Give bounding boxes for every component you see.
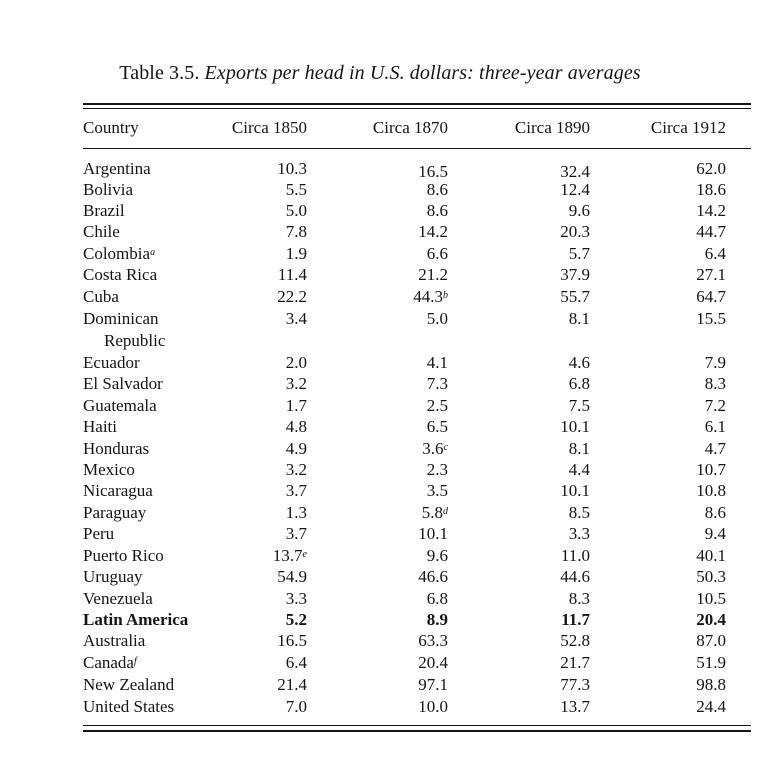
value-text: 27.1	[696, 265, 726, 284]
footnote-marker: f	[133, 656, 137, 667]
value-text: 97.1	[418, 675, 448, 694]
value-cell	[217, 610, 307, 630]
value-text: 6.1	[704, 417, 726, 436]
value-cell	[636, 481, 726, 501]
country-cell	[83, 610, 188, 630]
value-text: 14.2	[418, 222, 448, 241]
value-cell	[636, 460, 726, 480]
country-cell	[83, 222, 120, 242]
value-text: 87.0	[696, 631, 726, 650]
value-cell	[217, 697, 307, 717]
value-cell	[217, 265, 307, 285]
value-text: 9.6	[568, 201, 590, 220]
value-text: 3.3	[568, 524, 590, 543]
header-circa-1870: Circa 1870	[372, 118, 448, 137]
value-text: 4.1	[426, 353, 448, 372]
value-cell	[500, 417, 590, 437]
value-text: 8.9	[426, 610, 448, 629]
value-cell	[500, 222, 590, 242]
country-cell	[83, 481, 153, 501]
value-text: 6.4	[285, 653, 307, 672]
value-text: 3.6	[422, 439, 444, 458]
value-cell	[636, 546, 726, 566]
footnote-marker: e	[302, 549, 307, 560]
value-text: 5.7	[568, 244, 590, 263]
table-caption: Exports per head in U.S. dollars: three-year averages	[204, 62, 641, 84]
value-cell	[358, 546, 448, 566]
value-cell	[358, 162, 448, 182]
value-text: 4.9	[285, 439, 307, 458]
value-cell	[217, 524, 307, 544]
value-text: 8.3	[568, 589, 590, 608]
country-cell	[83, 503, 146, 523]
value-cell	[636, 567, 726, 587]
value-text: 44.6	[560, 567, 590, 586]
value-cell	[636, 159, 726, 179]
value-cell	[500, 396, 590, 416]
value-text: 3.3	[285, 589, 307, 608]
value-cell	[500, 309, 590, 329]
top-rule	[83, 103, 751, 105]
value-text: 21.4	[277, 675, 307, 694]
bottom-rule-inner	[83, 725, 751, 726]
value-cell	[358, 353, 448, 373]
value-cell	[358, 287, 448, 307]
value-text: 7.2	[704, 396, 726, 415]
value-cell	[217, 653, 307, 673]
country-cell	[83, 439, 149, 459]
country-cell	[83, 697, 174, 717]
value-cell	[636, 396, 726, 416]
country-cell	[83, 396, 157, 416]
value-cell	[500, 244, 590, 264]
value-cell	[500, 653, 590, 673]
country-name: Canada	[83, 653, 134, 672]
value-cell	[500, 353, 590, 373]
value-cell	[636, 610, 726, 630]
value-cell	[217, 675, 307, 695]
value-cell	[358, 244, 448, 264]
value-cell	[358, 589, 448, 609]
country-name: Paraguay	[83, 503, 147, 522]
value-text: 52.8	[560, 631, 590, 650]
value-text: 8.5	[568, 503, 590, 522]
value-cell	[358, 417, 448, 437]
value-text: 3.7	[285, 524, 307, 543]
value-cell	[636, 222, 726, 242]
country-cell	[83, 353, 140, 373]
value-cell	[500, 524, 590, 544]
country-name: Ecuador	[83, 353, 140, 372]
value-cell	[636, 353, 726, 373]
footnote-marker: c	[443, 442, 448, 453]
country-name: Peru	[83, 524, 115, 543]
value-cell	[217, 460, 307, 480]
value-cell	[358, 524, 448, 544]
value-text: 8.1	[568, 309, 590, 328]
value-text: 40.1	[696, 546, 726, 565]
value-text: 4.7	[704, 439, 726, 458]
country-cell	[83, 244, 155, 264]
header-circa-1912: Circa 1912	[650, 118, 726, 137]
value-text: 7.0	[285, 697, 307, 716]
value-cell	[500, 589, 590, 609]
value-text: 77.3	[560, 675, 590, 694]
country-cell	[83, 201, 125, 221]
value-cell	[500, 374, 590, 394]
country-cell	[83, 287, 119, 307]
country-cell	[83, 653, 137, 673]
country-cell	[83, 631, 145, 651]
value-cell	[217, 396, 307, 416]
value-text: 16.5	[277, 631, 307, 650]
value-cell	[358, 222, 448, 242]
value-cell	[500, 201, 590, 221]
footnote-marker: d	[443, 506, 448, 517]
footnote-marker: b	[443, 290, 448, 301]
value-cell	[217, 201, 307, 221]
value-cell	[217, 244, 307, 264]
value-text: 20.3	[560, 222, 590, 241]
country-cell	[83, 159, 151, 179]
value-text: 10.1	[560, 417, 590, 436]
country-name-continued: Republic	[104, 331, 166, 350]
header-rule	[83, 148, 751, 149]
value-cell	[358, 567, 448, 587]
value-text: 11.0	[560, 546, 590, 565]
value-text: 6.8	[426, 589, 448, 608]
value-text: 7.8	[285, 222, 307, 241]
value-cell	[636, 417, 726, 437]
value-text: 4.4	[568, 460, 590, 479]
country-name: Chile	[83, 222, 120, 241]
value-cell	[217, 481, 307, 501]
value-text: 10.0	[418, 697, 448, 716]
value-cell	[500, 503, 590, 523]
value-text: 1.7	[285, 396, 307, 415]
value-text: 18.6	[696, 180, 726, 199]
value-text: 3.7	[285, 481, 307, 500]
value-text: 3.2	[285, 374, 307, 393]
value-text: 2.0	[285, 353, 307, 372]
value-cell	[217, 180, 307, 200]
country-cell	[83, 417, 117, 437]
value-text: 6.6	[426, 244, 448, 263]
value-text: 11.4	[277, 265, 307, 284]
value-text: 2.5	[426, 396, 448, 415]
value-cell	[358, 396, 448, 416]
value-text: 32.4	[560, 162, 590, 181]
country-cell	[83, 589, 153, 609]
value-text: 10.7	[696, 460, 726, 479]
value-cell	[217, 159, 307, 179]
value-text: 22.2	[277, 287, 307, 306]
country-cell	[83, 675, 174, 695]
country-name: Latin America	[83, 610, 189, 629]
value-cell	[636, 201, 726, 221]
value-cell	[217, 546, 307, 566]
value-cell	[358, 675, 448, 695]
value-cell	[636, 180, 726, 200]
value-text: 13.7	[272, 546, 303, 565]
value-cell	[636, 287, 726, 307]
value-text: 16.5	[418, 162, 448, 181]
value-cell	[217, 309, 307, 329]
value-text: 10.3	[277, 159, 307, 178]
value-cell	[217, 631, 307, 651]
value-text: 8.6	[426, 201, 448, 220]
value-text: 5.0	[285, 201, 307, 220]
value-cell	[500, 265, 590, 285]
value-text: 46.6	[418, 567, 448, 586]
value-cell	[217, 222, 307, 242]
value-cell	[500, 162, 590, 182]
value-cell	[358, 503, 448, 523]
country-name: Dominican	[83, 309, 159, 328]
value-cell	[217, 287, 307, 307]
value-cell	[217, 374, 307, 394]
top-rule-inner	[83, 108, 751, 109]
country-cell	[83, 265, 157, 285]
value-cell	[500, 675, 590, 695]
value-text: 7.5	[568, 396, 590, 415]
value-cell	[217, 589, 307, 609]
value-cell	[500, 546, 590, 566]
value-text: 64.7	[696, 287, 726, 306]
value-cell	[358, 460, 448, 480]
header-country: Country	[83, 118, 139, 137]
country-name: Costa Rica	[83, 265, 158, 284]
value-cell	[358, 309, 448, 329]
country-cell	[83, 374, 163, 394]
value-cell	[358, 653, 448, 673]
value-cell	[636, 439, 726, 459]
value-text: 5.0	[426, 309, 448, 328]
value-text: 63.3	[418, 631, 448, 650]
value-cell	[500, 610, 590, 630]
value-text: 8.6	[426, 180, 448, 199]
country-name: Australia	[83, 631, 146, 650]
bottom-rule	[83, 730, 751, 732]
value-text: 8.6	[704, 503, 726, 522]
value-cell	[636, 675, 726, 695]
value-cell	[636, 265, 726, 285]
country-name: Uruguay	[83, 567, 143, 586]
value-cell	[217, 353, 307, 373]
value-text: 55.7	[560, 287, 590, 306]
value-text: 3.5	[426, 481, 448, 500]
value-cell	[358, 631, 448, 651]
country-name: Puerto Rico	[83, 546, 164, 565]
value-text: 44.3	[413, 287, 443, 306]
value-cell	[217, 567, 307, 587]
value-text: 5.2	[285, 610, 307, 629]
country-cell	[83, 180, 133, 200]
value-text: 5.5	[285, 180, 307, 199]
value-cell	[636, 524, 726, 544]
value-cell	[636, 653, 726, 673]
value-text: 3.2	[285, 460, 307, 479]
value-text: 21.7	[560, 653, 590, 672]
value-text: 98.8	[696, 675, 726, 694]
value-cell	[500, 481, 590, 501]
value-text: 12.4	[560, 180, 590, 199]
value-cell	[358, 265, 448, 285]
value-text: 9.6	[426, 546, 448, 565]
value-cell	[636, 631, 726, 651]
value-cell	[500, 697, 590, 717]
value-text: 37.9	[560, 265, 590, 284]
country-cell	[83, 524, 114, 544]
country-name: Honduras	[83, 439, 150, 458]
value-text: 11.7	[561, 610, 590, 629]
table-title	[0, 62, 760, 85]
country-name: Haiti	[83, 417, 117, 436]
value-text: 10.5	[696, 589, 726, 608]
value-text: 21.2	[418, 265, 448, 284]
value-text: 14.2	[696, 201, 726, 220]
value-text: 5.8	[421, 503, 443, 522]
value-text: 2.3	[426, 460, 448, 479]
value-text: 24.4	[696, 697, 726, 716]
value-cell	[217, 503, 307, 523]
value-text: 54.9	[277, 567, 307, 586]
country-name: Colombia	[83, 244, 151, 263]
value-text: 8.3	[704, 374, 726, 393]
value-text: 20.4	[418, 653, 448, 672]
value-cell	[500, 180, 590, 200]
value-cell	[500, 287, 590, 307]
country-cell	[83, 309, 159, 329]
value-cell	[358, 201, 448, 221]
country-name: Cuba	[83, 287, 119, 306]
value-text: 10.1	[418, 524, 448, 543]
country-cell	[83, 546, 164, 566]
country-name: Argentina	[83, 159, 151, 178]
country-name: Brazil	[83, 201, 125, 220]
value-cell	[636, 697, 726, 717]
country-name: United States	[83, 697, 175, 716]
value-text: 44.7	[696, 222, 726, 241]
footnote-marker: a	[150, 247, 156, 258]
value-text: 15.5	[696, 309, 726, 328]
value-cell	[636, 244, 726, 264]
country-name: Bolivia	[83, 180, 134, 199]
value-text: 50.3	[696, 567, 726, 586]
value-text: 10.8	[696, 481, 726, 500]
value-cell	[636, 589, 726, 609]
value-cell	[358, 439, 448, 459]
value-cell	[636, 374, 726, 394]
value-text: 1.9	[285, 244, 307, 263]
value-text: 6.8	[568, 374, 590, 393]
value-cell	[358, 481, 448, 501]
value-cell	[358, 697, 448, 717]
value-text: 8.1	[568, 439, 590, 458]
value-text: 9.4	[704, 524, 726, 543]
value-cell	[500, 567, 590, 587]
value-cell	[636, 309, 726, 329]
country-name: New Zealand	[83, 675, 175, 694]
value-cell	[500, 631, 590, 651]
country-cell	[83, 460, 135, 480]
value-text: 6.5	[426, 417, 448, 436]
value-cell	[358, 610, 448, 630]
header-circa-1850: Circa 1850	[231, 118, 307, 137]
value-cell	[217, 439, 307, 459]
value-text: 13.7	[560, 697, 590, 716]
value-text: 3.4	[285, 309, 307, 328]
value-cell	[636, 503, 726, 523]
value-text: 62.0	[696, 159, 726, 178]
value-cell	[500, 460, 590, 480]
value-text: 1.3	[285, 503, 307, 522]
value-text: 10.1	[560, 481, 590, 500]
value-text: 4.6	[568, 353, 590, 372]
value-text: 4.8	[285, 417, 307, 436]
country-name: El Salvador	[83, 374, 163, 393]
header-circa-1890: Circa 1890	[514, 118, 590, 137]
value-cell	[358, 374, 448, 394]
value-cell	[500, 439, 590, 459]
value-text: 7.3	[426, 374, 448, 393]
country-name: Venezuela	[83, 589, 153, 608]
country-name: Guatemala	[83, 396, 157, 415]
value-text: 51.9	[696, 653, 726, 672]
value-cell	[217, 417, 307, 437]
value-text: 6.4	[704, 244, 726, 263]
value-cell	[358, 180, 448, 200]
country-cell	[83, 567, 142, 587]
country-name: Nicaragua	[83, 481, 153, 500]
value-text: 7.9	[704, 353, 726, 372]
value-text: 20.4	[696, 610, 726, 629]
country-name: Mexico	[83, 460, 135, 479]
table-number: Table 3.5.	[119, 62, 200, 84]
